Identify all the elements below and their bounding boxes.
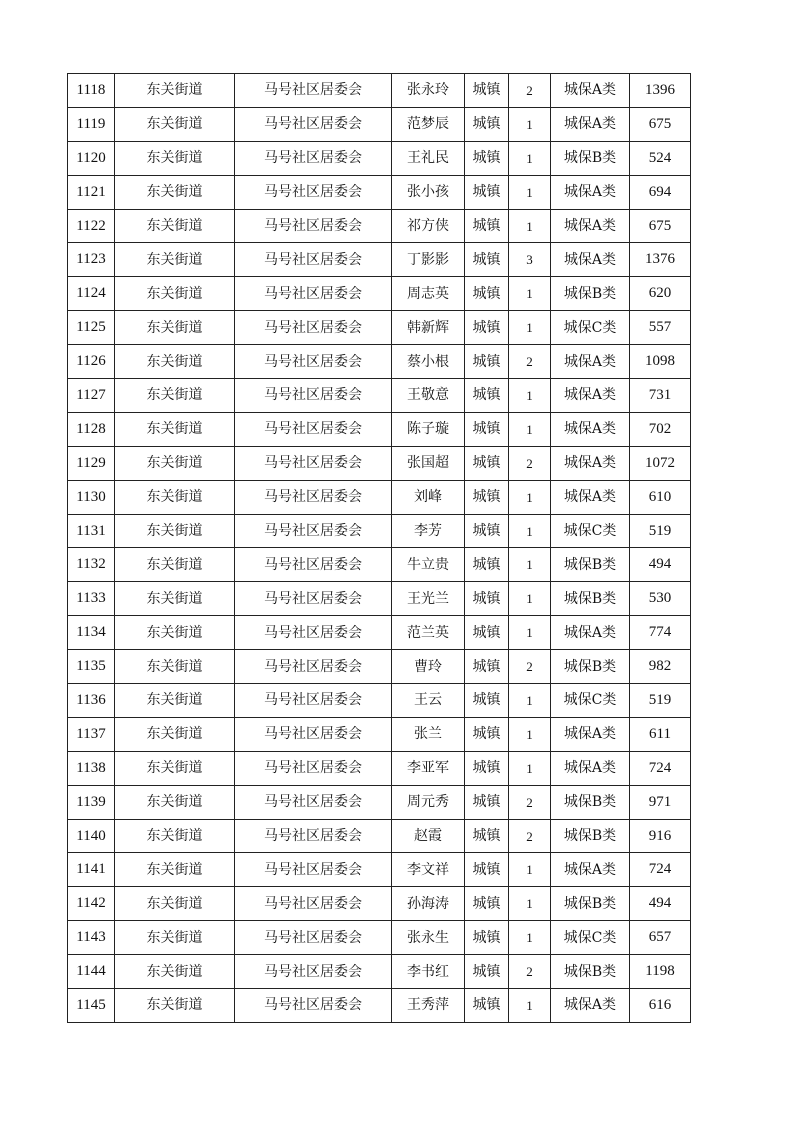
cell-category: 城保A类 (551, 446, 630, 480)
cell-committee: 马号社区居委会 (235, 853, 392, 887)
cell-household-size: 1 (509, 751, 551, 785)
cell-amount: 557 (630, 311, 691, 345)
cell-serial-number: 1135 (68, 650, 115, 684)
table-row (68, 74, 691, 108)
cell-street: 东关街道 (115, 921, 235, 955)
cell-person-name: 周元秀 (392, 785, 465, 819)
cell-serial-number: 1139 (68, 785, 115, 819)
cell-person-name: 刘峰 (392, 480, 465, 514)
cell-category: 城保C类 (551, 514, 630, 548)
cell-person-name: 蔡小根 (392, 345, 465, 379)
cell-street: 东关街道 (115, 311, 235, 345)
cell-street: 东关街道 (115, 684, 235, 718)
cell-amount: 524 (630, 141, 691, 175)
cell-person-name: 曹玲 (392, 650, 465, 684)
cell-amount: 519 (630, 684, 691, 718)
cell-area-type: 城镇 (465, 921, 509, 955)
table-row (68, 785, 691, 819)
table-body (68, 74, 691, 1023)
cell-area-type: 城镇 (465, 616, 509, 650)
cell-area-type: 城镇 (465, 277, 509, 311)
cell-household-size: 2 (509, 446, 551, 480)
cell-amount: 694 (630, 175, 691, 209)
beneficiary-table (67, 73, 691, 1023)
cell-amount: 494 (630, 548, 691, 582)
cell-committee: 马号社区居委会 (235, 989, 392, 1023)
cell-serial-number: 1122 (68, 209, 115, 243)
cell-household-size: 1 (509, 921, 551, 955)
cell-street: 东关街道 (115, 412, 235, 446)
cell-street: 东关街道 (115, 785, 235, 819)
cell-person-name: 范梦辰 (392, 107, 465, 141)
table-row (68, 921, 691, 955)
cell-person-name: 张永生 (392, 921, 465, 955)
cell-street: 东关街道 (115, 548, 235, 582)
cell-area-type: 城镇 (465, 955, 509, 989)
cell-category: 城保B类 (551, 548, 630, 582)
cell-amount: 620 (630, 277, 691, 311)
cell-committee: 马号社区居委会 (235, 921, 392, 955)
cell-committee: 马号社区居委会 (235, 684, 392, 718)
cell-category: 城保B类 (551, 277, 630, 311)
cell-person-name: 张兰 (392, 717, 465, 751)
cell-category: 城保A类 (551, 480, 630, 514)
cell-street: 东关街道 (115, 514, 235, 548)
cell-household-size: 1 (509, 379, 551, 413)
cell-area-type: 城镇 (465, 887, 509, 921)
cell-person-name: 祁方侠 (392, 209, 465, 243)
cell-amount: 1396 (630, 74, 691, 108)
cell-category: 城保B类 (551, 785, 630, 819)
cell-serial-number: 1133 (68, 582, 115, 616)
cell-household-size: 1 (509, 277, 551, 311)
cell-person-name: 王礼民 (392, 141, 465, 175)
table-row (68, 311, 691, 345)
cell-household-size: 2 (509, 819, 551, 853)
cell-serial-number: 1128 (68, 412, 115, 446)
cell-area-type: 城镇 (465, 717, 509, 751)
cell-amount: 1072 (630, 446, 691, 480)
cell-person-name: 赵霞 (392, 819, 465, 853)
table-row (68, 717, 691, 751)
cell-amount: 611 (630, 717, 691, 751)
cell-person-name: 孙海涛 (392, 887, 465, 921)
cell-serial-number: 1124 (68, 277, 115, 311)
cell-serial-number: 1134 (68, 616, 115, 650)
cell-serial-number: 1129 (68, 446, 115, 480)
table-row (68, 107, 691, 141)
table-row (68, 684, 691, 718)
cell-committee: 马号社区居委会 (235, 412, 392, 446)
cell-category: 城保A类 (551, 412, 630, 446)
cell-amount: 916 (630, 819, 691, 853)
cell-area-type: 城镇 (465, 107, 509, 141)
cell-street: 东关街道 (115, 989, 235, 1023)
table-row (68, 412, 691, 446)
cell-person-name: 牛立贵 (392, 548, 465, 582)
cell-serial-number: 1144 (68, 955, 115, 989)
cell-household-size: 2 (509, 345, 551, 379)
cell-category: 城保B类 (551, 887, 630, 921)
table-row (68, 548, 691, 582)
cell-household-size: 2 (509, 74, 551, 108)
cell-area-type: 城镇 (465, 243, 509, 277)
cell-household-size: 1 (509, 548, 551, 582)
cell-committee: 马号社区居委会 (235, 887, 392, 921)
cell-area-type: 城镇 (465, 582, 509, 616)
cell-street: 东关街道 (115, 955, 235, 989)
cell-person-name: 李芳 (392, 514, 465, 548)
cell-household-size: 1 (509, 141, 551, 175)
table-row (68, 955, 691, 989)
cell-household-size: 1 (509, 684, 551, 718)
cell-serial-number: 1136 (68, 684, 115, 718)
cell-committee: 马号社区居委会 (235, 243, 392, 277)
cell-amount: 774 (630, 616, 691, 650)
cell-area-type: 城镇 (465, 548, 509, 582)
cell-committee: 马号社区居委会 (235, 955, 392, 989)
cell-street: 东关街道 (115, 107, 235, 141)
cell-category: 城保B类 (551, 819, 630, 853)
cell-area-type: 城镇 (465, 785, 509, 819)
cell-street: 东关街道 (115, 379, 235, 413)
cell-household-size: 1 (509, 480, 551, 514)
cell-area-type: 城镇 (465, 74, 509, 108)
cell-street: 东关街道 (115, 650, 235, 684)
table-row (68, 819, 691, 853)
cell-street: 东关街道 (115, 277, 235, 311)
cell-category: 城保B类 (551, 955, 630, 989)
cell-street: 东关街道 (115, 582, 235, 616)
cell-household-size: 3 (509, 243, 551, 277)
cell-committee: 马号社区居委会 (235, 616, 392, 650)
cell-area-type: 城镇 (465, 684, 509, 718)
cell-area-type: 城镇 (465, 379, 509, 413)
cell-amount: 702 (630, 412, 691, 446)
cell-amount: 1376 (630, 243, 691, 277)
cell-household-size: 1 (509, 175, 551, 209)
cell-person-name: 陈子璇 (392, 412, 465, 446)
cell-category: 城保C类 (551, 921, 630, 955)
cell-amount: 1098 (630, 345, 691, 379)
cell-person-name: 王秀萍 (392, 989, 465, 1023)
table-row (68, 345, 691, 379)
cell-category: 城保A类 (551, 616, 630, 650)
cell-committee: 马号社区居委会 (235, 345, 392, 379)
cell-category: 城保A类 (551, 751, 630, 785)
table-row (68, 379, 691, 413)
cell-category: 城保A类 (551, 243, 630, 277)
table-row (68, 616, 691, 650)
cell-person-name: 王敬意 (392, 379, 465, 413)
table-row (68, 141, 691, 175)
table-row (68, 446, 691, 480)
cell-serial-number: 1140 (68, 819, 115, 853)
cell-committee: 马号社区居委会 (235, 311, 392, 345)
cell-committee: 马号社区居委会 (235, 107, 392, 141)
cell-category: 城保C类 (551, 311, 630, 345)
cell-category: 城保A类 (551, 379, 630, 413)
cell-area-type: 城镇 (465, 514, 509, 548)
cell-committee: 马号社区居委会 (235, 175, 392, 209)
cell-category: 城保A类 (551, 209, 630, 243)
cell-household-size: 1 (509, 412, 551, 446)
cell-person-name: 王光兰 (392, 582, 465, 616)
cell-household-size: 1 (509, 514, 551, 548)
cell-street: 东关街道 (115, 616, 235, 650)
cell-amount: 675 (630, 107, 691, 141)
cell-area-type: 城镇 (465, 209, 509, 243)
cell-category: 城保A类 (551, 717, 630, 751)
cell-street: 东关街道 (115, 819, 235, 853)
cell-person-name: 范兰英 (392, 616, 465, 650)
cell-category: 城保A类 (551, 345, 630, 379)
cell-amount: 971 (630, 785, 691, 819)
cell-category: 城保A类 (551, 989, 630, 1023)
cell-committee: 马号社区居委会 (235, 751, 392, 785)
table-row (68, 989, 691, 1023)
cell-person-name: 李亚军 (392, 751, 465, 785)
cell-person-name: 张国超 (392, 446, 465, 480)
cell-category: 城保A类 (551, 107, 630, 141)
cell-area-type: 城镇 (465, 412, 509, 446)
cell-street: 东关街道 (115, 751, 235, 785)
cell-serial-number: 1141 (68, 853, 115, 887)
cell-amount: 530 (630, 582, 691, 616)
cell-committee: 马号社区居委会 (235, 717, 392, 751)
cell-committee: 马号社区居委会 (235, 514, 392, 548)
cell-serial-number: 1121 (68, 175, 115, 209)
cell-serial-number: 1145 (68, 989, 115, 1023)
cell-committee: 马号社区居委会 (235, 379, 392, 413)
cell-area-type: 城镇 (465, 446, 509, 480)
cell-household-size: 1 (509, 989, 551, 1023)
cell-amount: 519 (630, 514, 691, 548)
cell-category: 城保B类 (551, 582, 630, 616)
cell-area-type: 城镇 (465, 141, 509, 175)
cell-committee: 马号社区居委会 (235, 785, 392, 819)
cell-serial-number: 1130 (68, 480, 115, 514)
cell-household-size: 1 (509, 887, 551, 921)
cell-serial-number: 1143 (68, 921, 115, 955)
table-row (68, 209, 691, 243)
cell-amount: 724 (630, 853, 691, 887)
cell-committee: 马号社区居委会 (235, 446, 392, 480)
cell-person-name: 周志英 (392, 277, 465, 311)
cell-household-size: 1 (509, 717, 551, 751)
cell-area-type: 城镇 (465, 751, 509, 785)
cell-serial-number: 1137 (68, 717, 115, 751)
cell-serial-number: 1125 (68, 311, 115, 345)
cell-amount: 724 (630, 751, 691, 785)
cell-amount: 982 (630, 650, 691, 684)
cell-serial-number: 1132 (68, 548, 115, 582)
cell-committee: 马号社区居委会 (235, 141, 392, 175)
cell-committee: 马号社区居委会 (235, 74, 392, 108)
cell-committee: 马号社区居委会 (235, 582, 392, 616)
cell-category: 城保A类 (551, 853, 630, 887)
table-row (68, 243, 691, 277)
cell-area-type: 城镇 (465, 819, 509, 853)
cell-street: 东关街道 (115, 717, 235, 751)
cell-household-size: 2 (509, 955, 551, 989)
cell-area-type: 城镇 (465, 175, 509, 209)
cell-serial-number: 1118 (68, 74, 115, 108)
cell-street: 东关街道 (115, 480, 235, 514)
cell-committee: 马号社区居委会 (235, 480, 392, 514)
cell-street: 东关街道 (115, 209, 235, 243)
table-row (68, 514, 691, 548)
cell-person-name: 韩新辉 (392, 311, 465, 345)
cell-street: 东关街道 (115, 853, 235, 887)
cell-serial-number: 1142 (68, 887, 115, 921)
table-row (68, 650, 691, 684)
cell-amount: 1198 (630, 955, 691, 989)
cell-area-type: 城镇 (465, 311, 509, 345)
cell-committee: 马号社区居委会 (235, 819, 392, 853)
cell-street: 东关街道 (115, 141, 235, 175)
cell-person-name: 李文祥 (392, 853, 465, 887)
cell-household-size: 2 (509, 650, 551, 684)
cell-street: 东关街道 (115, 243, 235, 277)
cell-category: 城保C类 (551, 684, 630, 718)
cell-serial-number: 1119 (68, 107, 115, 141)
cell-person-name: 丁影影 (392, 243, 465, 277)
cell-area-type: 城镇 (465, 650, 509, 684)
cell-amount: 675 (630, 209, 691, 243)
cell-serial-number: 1126 (68, 345, 115, 379)
cell-serial-number: 1120 (68, 141, 115, 175)
cell-category: 城保A类 (551, 74, 630, 108)
cell-area-type: 城镇 (465, 345, 509, 379)
cell-committee: 马号社区居委会 (235, 548, 392, 582)
cell-serial-number: 1123 (68, 243, 115, 277)
cell-amount: 657 (630, 921, 691, 955)
table-row (68, 887, 691, 921)
cell-household-size: 1 (509, 582, 551, 616)
table-row (68, 480, 691, 514)
table-row (68, 751, 691, 785)
cell-amount: 731 (630, 379, 691, 413)
cell-amount: 494 (630, 887, 691, 921)
cell-person-name: 张小孩 (392, 175, 465, 209)
table-row (68, 582, 691, 616)
cell-street: 东关街道 (115, 175, 235, 209)
cell-household-size: 1 (509, 311, 551, 345)
cell-person-name: 张永玲 (392, 74, 465, 108)
cell-household-size: 1 (509, 616, 551, 650)
cell-household-size: 1 (509, 107, 551, 141)
cell-household-size: 1 (509, 853, 551, 887)
cell-category: 城保A类 (551, 175, 630, 209)
cell-household-size: 1 (509, 209, 551, 243)
cell-street: 东关街道 (115, 446, 235, 480)
cell-street: 东关街道 (115, 74, 235, 108)
cell-street: 东关街道 (115, 887, 235, 921)
cell-amount: 610 (630, 480, 691, 514)
cell-amount: 616 (630, 989, 691, 1023)
cell-serial-number: 1138 (68, 751, 115, 785)
cell-committee: 马号社区居委会 (235, 650, 392, 684)
cell-person-name: 王云 (392, 684, 465, 718)
table-row (68, 277, 691, 311)
table-row (68, 175, 691, 209)
table-row (68, 853, 691, 887)
cell-area-type: 城镇 (465, 480, 509, 514)
cell-area-type: 城镇 (465, 853, 509, 887)
cell-person-name: 李书红 (392, 955, 465, 989)
cell-category: 城保B类 (551, 141, 630, 175)
cell-serial-number: 1131 (68, 514, 115, 548)
cell-category: 城保B类 (551, 650, 630, 684)
cell-area-type: 城镇 (465, 989, 509, 1023)
cell-household-size: 2 (509, 785, 551, 819)
cell-committee: 马号社区居委会 (235, 209, 392, 243)
cell-street: 东关街道 (115, 345, 235, 379)
cell-serial-number: 1127 (68, 379, 115, 413)
cell-committee: 马号社区居委会 (235, 277, 392, 311)
